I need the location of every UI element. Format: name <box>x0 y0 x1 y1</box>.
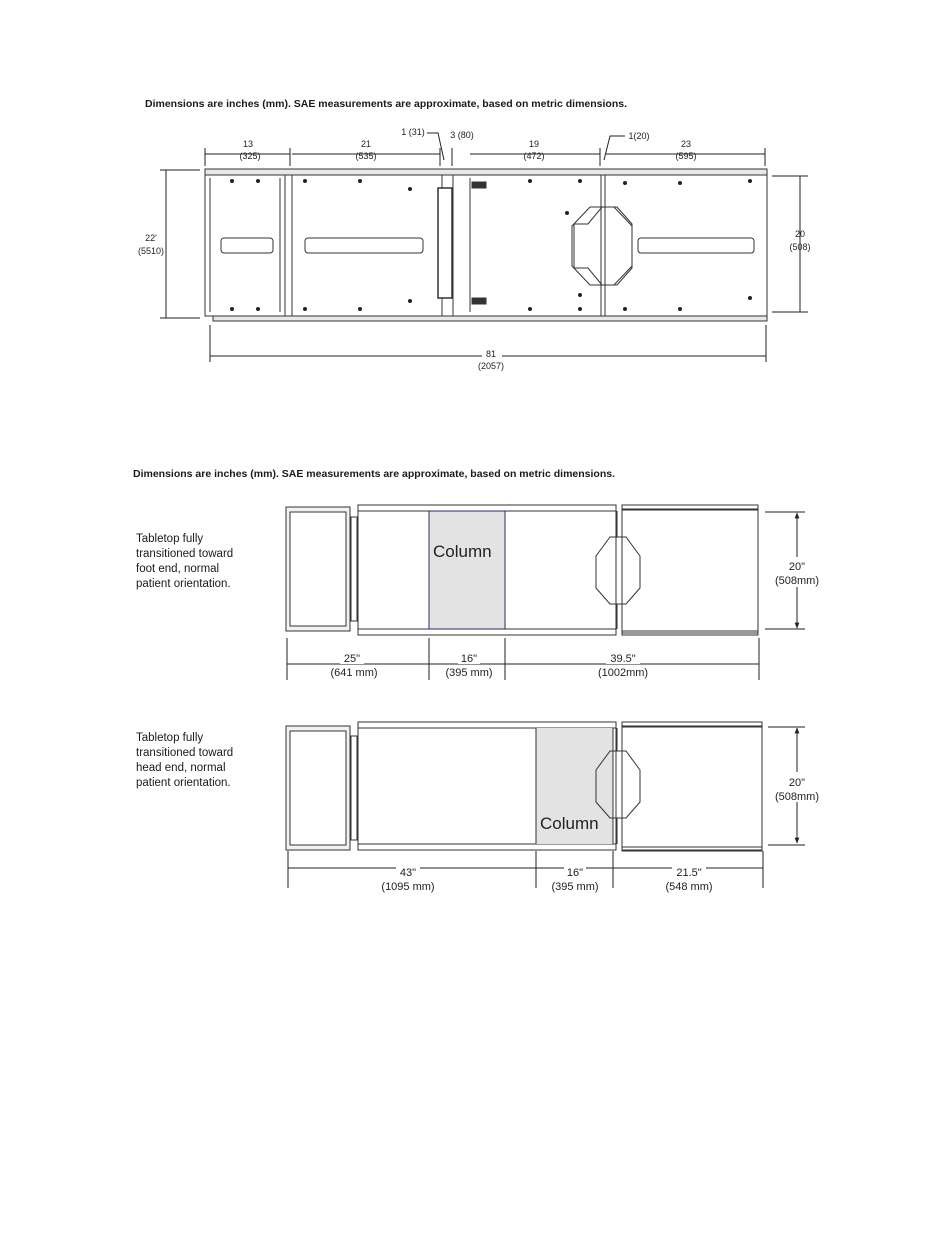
dim-label: 20 <box>794 229 806 239</box>
dim-label: 16" <box>460 653 478 665</box>
dim-label: (508) <box>789 242 811 252</box>
view2-column-label: Column <box>540 814 599 833</box>
dim-label: 16" <box>566 867 584 879</box>
caption-line: Tabletop fully <box>136 533 204 545</box>
diagram1-labels <box>138 127 811 373</box>
dim-label: (641 mm) <box>330 667 378 679</box>
dim-label: 23 <box>680 139 692 149</box>
dim-label: (5510) <box>137 246 165 256</box>
caption-line: Tabletop fully <box>136 732 204 744</box>
dim-label: 21.5" <box>676 867 702 879</box>
caption-line: transitioned toward <box>136 548 234 560</box>
dim-label: 1(20) <box>628 131 650 141</box>
dim-label: 3 (80) <box>450 130 474 140</box>
dim-label: 21 <box>360 139 372 149</box>
dim-label: (2057) <box>477 361 505 371</box>
diagram1-note: Dimensions are inches (mm). SAE measurements are approximate, based on metric dimensions. <box>145 98 627 110</box>
caption-line: transitioned toward <box>136 747 234 759</box>
dim-label: 1 (31) <box>401 127 425 137</box>
dim-label: (595) <box>675 151 697 161</box>
dim-label: (472) <box>523 151 545 161</box>
dim-label: 22' <box>145 233 157 243</box>
dim-label: 39.5" <box>610 653 636 665</box>
dim-label: (325) <box>239 151 261 161</box>
dim-label: 43" <box>399 867 417 879</box>
dim-label: 20" <box>788 561 806 573</box>
caption-line: foot end, normal <box>136 563 220 575</box>
dim-label: 20" <box>788 777 806 789</box>
dim-label: 25" <box>343 653 361 665</box>
caption-line: patient orientation. <box>136 578 231 590</box>
dim-label: (535) <box>355 151 377 161</box>
dim-label: (508mm) <box>774 575 820 587</box>
diagram2-note: Dimensions are inches (mm). SAE measurements are approximate, based on metric dimensions. <box>133 468 615 480</box>
view1-labels <box>330 557 824 679</box>
dim-label: 19 <box>528 139 540 149</box>
diagram1-table <box>205 169 767 321</box>
dim-label: (1002mm) <box>597 667 649 679</box>
view2-table <box>286 722 762 851</box>
dim-label: 81 <box>485 349 497 359</box>
dim-label: (548 mm) <box>665 881 713 893</box>
caption-line: head end, normal <box>136 762 226 774</box>
view1-dimensions <box>287 512 805 680</box>
dim-label: (395 mm) <box>551 881 599 893</box>
dim-label: 13 <box>242 139 254 149</box>
view1-table <box>286 505 758 635</box>
dim-label: (395 mm) <box>445 667 493 679</box>
diagram1-dimensions <box>160 133 811 362</box>
view1-column-label: Column <box>433 542 492 561</box>
dim-label: (508mm) <box>774 791 820 803</box>
dim-label: (1095 mm) <box>381 881 435 893</box>
caption-line: patient orientation. <box>136 777 231 789</box>
